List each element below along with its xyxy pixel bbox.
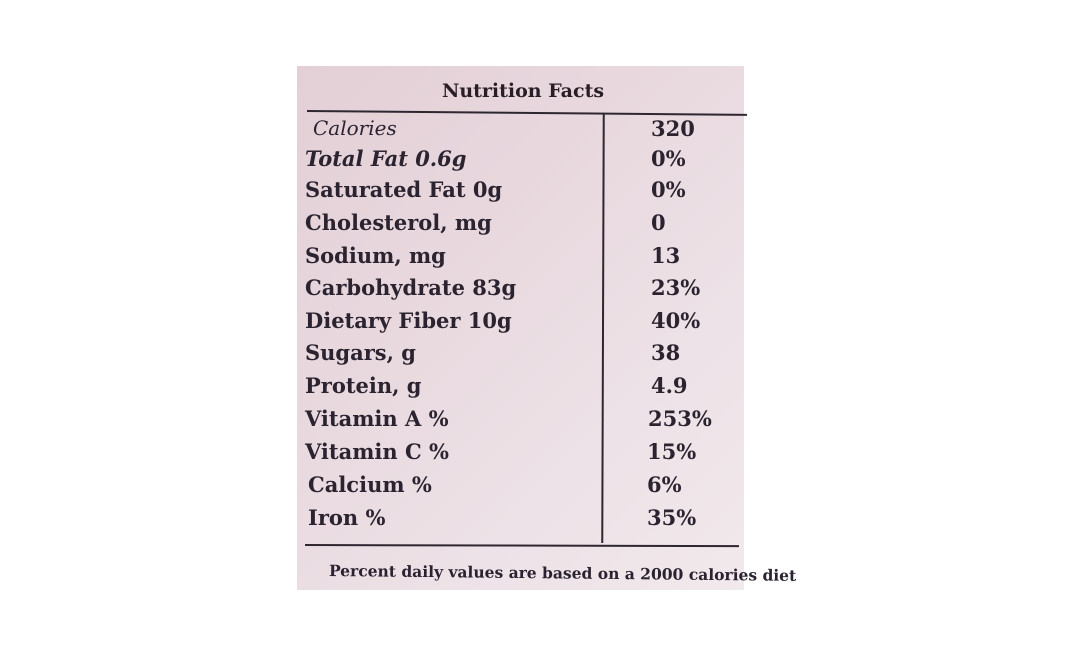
nutrient-row-cholesterol xyxy=(297,210,744,242)
nutrient-row-vitamin-c xyxy=(297,439,744,471)
nutrient-amount: 0% xyxy=(651,146,686,171)
nutrient-row-calcium xyxy=(297,472,744,504)
nutrient-amount: 15% xyxy=(647,439,697,464)
nutrient-name: Cholesterol, mg xyxy=(305,210,492,235)
nutrient-name: Protein, g xyxy=(305,373,422,398)
nutrient-name: Total Fat 0.6g xyxy=(305,146,467,171)
nutrient-amount: 38 xyxy=(651,340,681,365)
nutrient-row-carbohydrate xyxy=(297,275,744,307)
nutrient-amount: 40% xyxy=(651,308,701,333)
nutrient-row-dietary-fiber xyxy=(297,308,744,340)
nutrient-row-calories xyxy=(297,116,744,148)
nutrient-amount: 23% xyxy=(651,275,701,300)
nutrient-row-saturated-fat xyxy=(297,177,744,209)
nutrient-amount: 6% xyxy=(647,472,682,497)
nutrient-amount: 13 xyxy=(651,243,681,268)
nutrient-name: Dietary Fiber 10g xyxy=(305,308,512,333)
nutrient-name: Iron % xyxy=(308,505,386,530)
nutrient-name: Vitamin A % xyxy=(305,406,449,431)
daily-value-footnote: Percent daily values are based on a 2000 calories diet xyxy=(328,561,797,585)
nutrition-label xyxy=(297,66,797,590)
nutrient-row-protein xyxy=(297,373,744,405)
nutrient-name: Calcium % xyxy=(308,472,432,497)
nutrient-row-sodium xyxy=(297,243,744,275)
nutrient-amount: 320 xyxy=(651,116,695,141)
nutrient-amount: 35% xyxy=(647,505,697,530)
nutrient-row-iron xyxy=(297,505,744,537)
nutrient-row-sugars xyxy=(297,340,744,372)
nutrient-amount: 0% xyxy=(651,177,686,202)
top-rule xyxy=(307,110,747,116)
nutrient-amount: 4.9 xyxy=(651,373,688,398)
nutrient-name: Calories xyxy=(313,116,397,140)
nutrient-name: Sodium, mg xyxy=(305,243,446,268)
nutrient-row-vitamin-a xyxy=(297,406,744,438)
nutrient-name: Sugars, g xyxy=(305,340,416,365)
nutrient-name: Saturated Fat 0g xyxy=(305,177,503,202)
nutrient-amount: 253% xyxy=(648,406,712,431)
label-title: Nutrition Facts xyxy=(441,80,605,102)
bottom-rule xyxy=(305,544,739,547)
nutrient-amount: 0 xyxy=(651,210,666,235)
nutrient-name: Vitamin C % xyxy=(305,439,449,464)
nutrient-name: Carbohydrate 83g xyxy=(305,275,517,300)
nutrient-row-total-fat xyxy=(297,146,744,178)
